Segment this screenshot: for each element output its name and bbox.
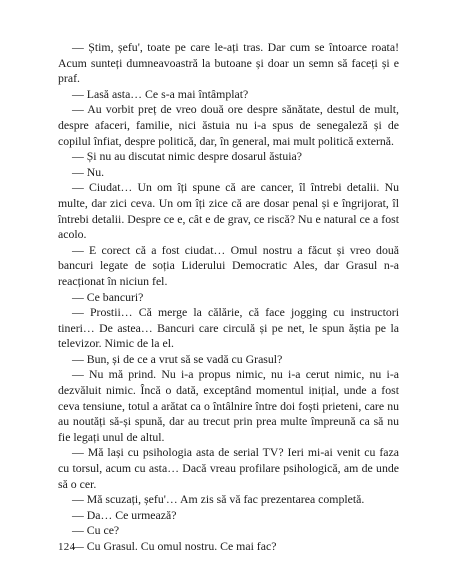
- paragraph: — Și nu au discutat nimic despre dosarul ăstuia?: [72, 149, 302, 164]
- paragraph: — Cu Grasul. Cu omul nostru. Ce mai fac?: [72, 539, 277, 553]
- paragraph: — Nu mă prind. Nu i-a propus nimic, nu i-a cerut nimic, nu i-a dezvăluit nimic. Încă o dată, exceptând momentul inițial, unde a fost ceva tensiune, totul a arătat ca o întâlnire între doi foști prieteni, care nu au noutăți să-și spună, dar au trecut prin prea multe împreună ca să nu fie legați unul de altul.: [58, 367, 399, 444]
- page-text: [58, 40, 399, 555]
- paragraph: — Ciudat… Un om îți spune că are cancer, îl întrebi detalii. Nu multe, dar zici ceva. Un om îți zice că are dosar penal și e îngrijorat, îl întrebi detalii. Despre ce e, cât e de grav, ce riscă? Nu e natural ce a fost acolo.: [58, 180, 399, 242]
- paragraph: — Bun, și de ce a vrut să se vadă cu Grasul?: [72, 351, 283, 366]
- paragraph: — Lasă asta… Ce s-a mai întâmplat?: [72, 86, 249, 101]
- page-number: 124: [58, 541, 76, 553]
- paragraph: — E corect că a fost ciudat… Omul nostru a făcut și vreo două bancuri legate de soția Liderului Democratic Ales, dar Grasul n-a reacționat în niciun fel.: [58, 242, 399, 288]
- paragraph: — Știm, șefu', toate pe care le-ați tras. Dar cum se întoarce roata! Acum sunteți dumneavoastră la butoane și doar un semn să faceți și e praf.: [58, 40, 399, 86]
- paragraph: — Prostii… Că merge la călărie, că face jogging cu instructori tineri… De astea… Bancuri care circulă și pe net, le spun ăștia pe la televizor. Nimic de la el.: [58, 305, 399, 351]
- paragraph: — Nu.: [72, 164, 105, 179]
- paragraph: — Au vorbit preț de vreo două ore despre sănătate, destul de mult, despre afaceri, familie, nici ăstuia nu i-a spus de senegaleză și de copilul înfiat, despre politică, dar, în general, mai mult politică externă.: [58, 102, 399, 148]
- paragraph: — Mă scuzați, șefu'… Am zis să vă fac prezentarea completă.: [72, 492, 365, 507]
- paragraph: — Mă lași cu psihologia asta de serial TV? Ieri mi-ai venit cu faza cu torsul, acum cu asta… Dacă vreau profilare psihologică, am de unde să o cer.: [58, 445, 399, 491]
- paragraph: — Da… Ce urmează?: [72, 507, 177, 522]
- paragraph: — Ce bancuri?: [72, 289, 144, 304]
- paragraph: — Cu ce?: [72, 523, 120, 538]
